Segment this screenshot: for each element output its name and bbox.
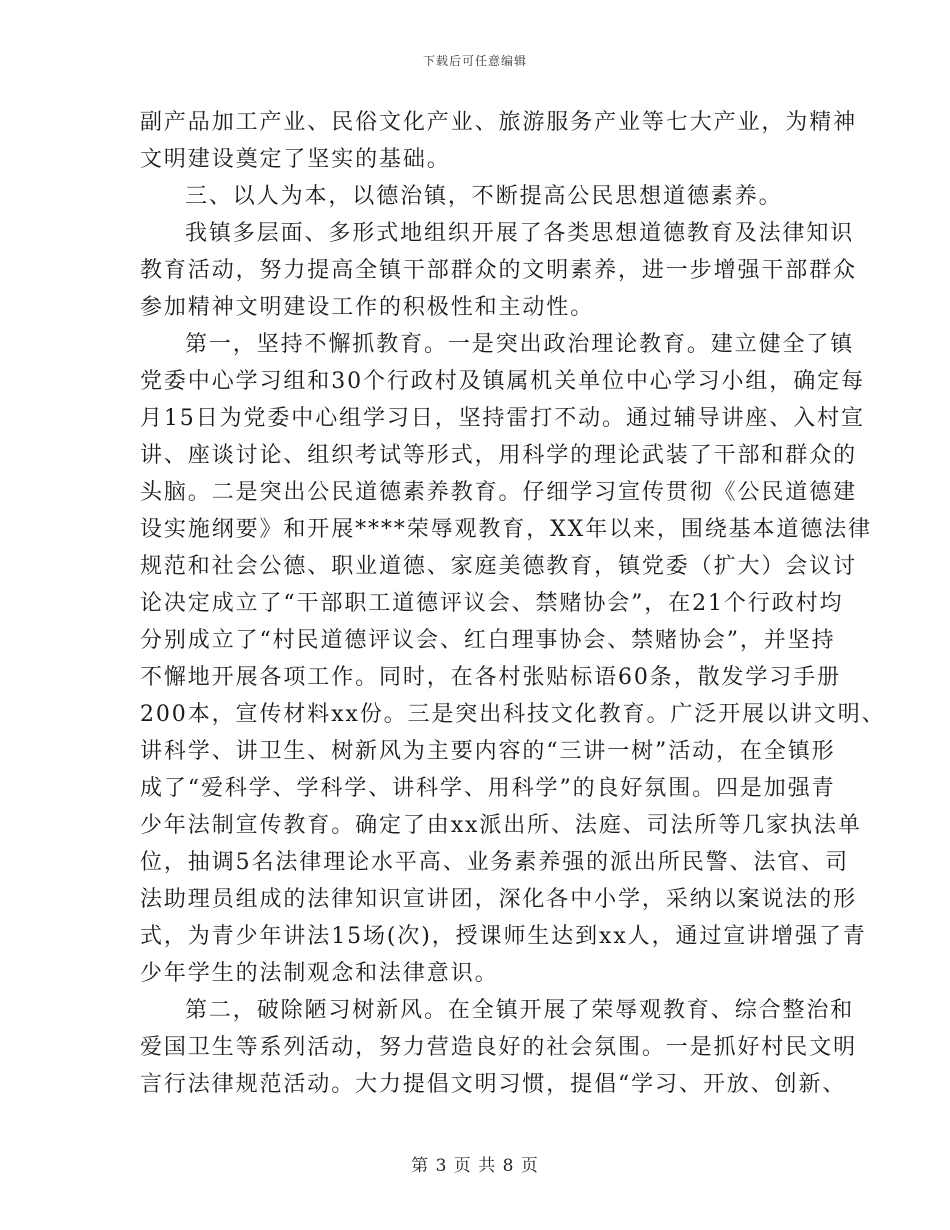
text-line: 分别成立了“村民道德评议会、红白理事协会、禁赌协会”，并坚持 xyxy=(140,628,836,653)
paragraph-start: 我镇多层面、多形式地组织开展了各类思想道德教育及法律知识 xyxy=(185,221,855,246)
text-line: 位，抽调5名法律理论水平高、业务素养强的派出所民警、法官、司 xyxy=(140,850,849,875)
section-heading: 三、以人为本，以德治镇，不断提高公民思想道德素养。 xyxy=(185,184,783,209)
text-line: 参加精神文明建设工作的积极性和主动性。 xyxy=(140,295,595,320)
text-line: 月15日为党委中心组学习日，坚持雷打不动。通过辅导讲座、入村宣 xyxy=(140,406,865,431)
document-body xyxy=(140,104,886,1103)
text-line: 规范和社会公德、职业道德、家庭美德教育，镇党委（扩大）会议讨 xyxy=(140,554,858,579)
text-line: 教育活动，努力提高全镇干部群众的文明素养，进一步增强干部群众 xyxy=(140,258,858,283)
text-line: 党委中心学习组和30个行政村及镇属机关单位中心学习小组，确定每 xyxy=(140,369,865,394)
text-line: 200本，宣传材料xx份。三是突出科技文化教育。广泛开展以讲文明、 xyxy=(140,702,886,727)
paragraph-start: 第二，破除陋习树新风。在全镇开展了荣辱观教育、综合整治和 xyxy=(185,998,855,1023)
text-line: 头脑。二是突出公民道德素养教育。仔细学习宣传贯彻《公民道德建 xyxy=(140,480,858,505)
page-number: 第 3 页 共 8 页 xyxy=(411,1156,539,1176)
text-line: 文明建设奠定了坚实的基础。 xyxy=(140,147,451,172)
text-line: 爱国卫生等系列活动，努力营造良好的社会氛围。一是抓好村民文明 xyxy=(140,1035,858,1060)
text-line: 设实施纲要》和开展****荣辱观教育，XX年以来，围绕基本道德法律 xyxy=(140,517,873,542)
text-line: 成了“爱科学、学科学、讲科学、用科学”的良好氛围。四是加强青 xyxy=(140,776,836,801)
text-line: 讲科学、讲卫生、树新风为主要内容的“三讲一树”活动，在全镇形 xyxy=(140,739,836,764)
text-line: 不懈地开展各项工作。同时，在各村张贴标语60条，散发学习手册 xyxy=(140,665,841,690)
page-header: 下载后可任意编辑 xyxy=(422,54,527,68)
text-line: 副产品加工产业、民俗文化产业、旅游服务产业等七大产业，为精神 xyxy=(140,110,858,135)
text-line: 少年学生的法制观念和法律意识。 xyxy=(140,961,499,986)
text-line: 讲、座谈讨论、组织考试等形式，用科学的理论武装了干部和群众的 xyxy=(140,443,858,468)
text-line: 少年法制宣传教育。确定了由xx派出所、法庭、司法所等几家执法单 xyxy=(140,813,862,838)
text-line: 式，为青少年讲法15场(次)，授课师生达到xx人，通过宣讲增强了青 xyxy=(140,924,867,949)
text-line: 论决定成立了“干部职工道德评议会、禁赌协会”，在21个行政村均 xyxy=(140,591,844,616)
text-line: 言行法律规范活动。大力提倡文明习惯，提倡“学习、开放、创新、 xyxy=(140,1072,847,1097)
paragraph-start: 第一，坚持不懈抓教育。一是突出政治理论教育。建立健全了镇 xyxy=(185,332,855,357)
text-line: 法助理员组成的法律知识宣讲团，深化各中小学，采纳以案说法的形 xyxy=(140,887,858,912)
